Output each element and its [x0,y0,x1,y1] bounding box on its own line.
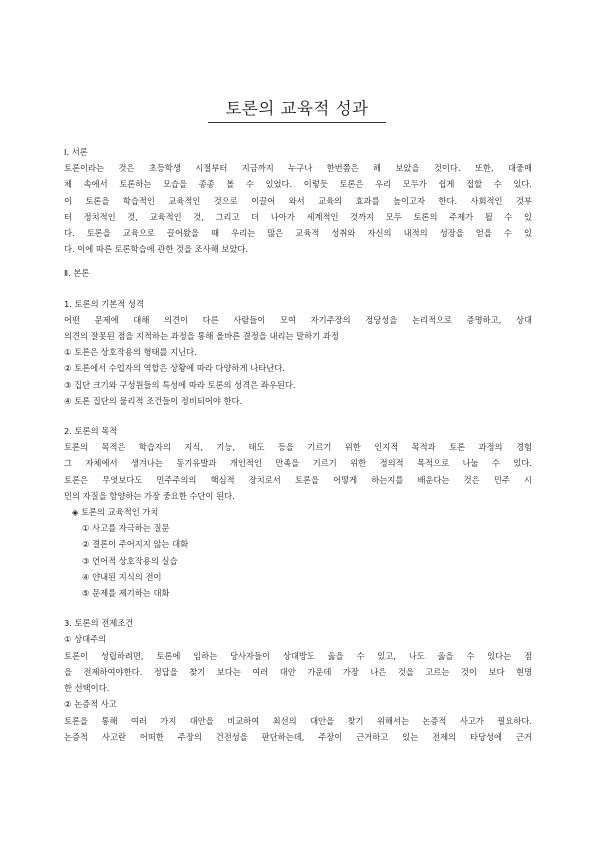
list-item: ① 토론은 상호작용의 형태를 지닌다. [64,347,197,358]
value-item: ① 사고를 자극하는 질문 [82,523,170,534]
title-block [208,98,386,123]
value-item: ③ 언어적 상호작용의 실습 [82,555,178,566]
intro-line: 터 정치적인 것, 교육적인 것, 그리고 더 나아가 세계적인 것까지 모두 토론의 주제가 될 수 있 [64,211,532,222]
sub3-line: 논증적 사고란 어떠한 주장의 건전성을 판단하는데, 주장이 근거하고 있는 전제의 타당성에 근거 [64,731,532,742]
sub3-line: 한 선택이다. [64,683,110,694]
condition-heading-argumentative: ② 논증적 사고 [64,699,117,710]
value-heading: ◈ 토론의 교육적인 가치 [72,507,159,518]
sub3-line: 을 전제하여야한다. 정답을 찾기 보다는 여러 대안 가운데 가장 나은 것을 고르는 것이 보다 현명 [64,666,532,677]
subsection-heading-2: 2. 토론의 목적 [64,426,118,437]
value-item: ⑤ 문제를 제기하는 대화 [82,588,170,599]
subsection-heading-1: 1. 토론의 기본적 성격 [64,298,144,309]
document-body [64,144,532,745]
sub1-line: 의견의 잘못된 점을 지적하는 과정을 통해 올바른 결정을 내리는 말하기 과정 [64,331,339,342]
section-heading-body: Ⅱ. 본론 [64,268,90,279]
title-underline [208,122,386,123]
page-title: 토론의 교육적 성과 [225,99,369,118]
value-item: ④ 얀내된 지식의 전이 [82,571,162,582]
list-item: ③ 집단 크기와 구성원들의 특성에 따라 토론의 성격은 좌우된다. [64,379,296,390]
value-item: ② 결론이 주어지지 않는 대화 [82,539,189,550]
intro-line: 토론이라는 것은 초등학생 시절부터 지금까지 누구나 한번쯤은 해 보았을 것이다. 또한, 대중매 [64,163,532,174]
subsection-heading-3: 3. 토론의 전제조건 [64,618,134,629]
intro-line: 체 속에서 토론하는 모습을 종종 볼 수 있었다. 이렇듯 토론은 우리 모두가 쉽게 접할 수 있다. [64,179,532,190]
sub2-line: 토론은 무엇보다도 민주주의의 핵심적 장치로서 토론을 어떻게 하는지를 배운다는 것은 민주 시 [64,474,532,485]
intro-line: 다. 토론을 교육으로 끌어왔을 때 우리는 많은 교육적 성취와 자신의 내적의 성장을 얻을 수 있 [64,228,532,239]
sub2-line: 그 자체에서 생겨나는 동기유발과 개인적인 만족을 기르기 위한 정의적 목적으로 나눌 수 있다. [64,458,532,469]
sub2-line: 민의 자질을 함양하는 가장 중요한 수단이 된다. [64,490,235,501]
list-item: ④ 토론 집단의 물리적 조건들이 정비되어야 한다. [64,395,243,406]
list-item: ② 토론에서 수업자의 역할은 상황에 따라 다양하게 나타난다. [64,363,285,374]
section-heading-intro: Ⅰ. 서론 [64,147,88,157]
sub3-line: 토론을 통해 여러 가지 대안을 비교하여 최선의 대안을 찾기 위해서는 논증적 사고가 필요하다. [64,715,532,726]
intro-line: 이 토론을 학습적인 교육적인 것으로 이끌어 와서 교육의 효과를 높이고자 한다. 사회적인 것부 [64,195,532,206]
condition-heading-relativism: ① 상대주의 [64,634,107,645]
sub1-line: 어떤 문제에 대해 의견이 다른 사람들이 모여 자기주장의 정당성을 논리적으로 증명하고, 상대 [64,314,532,325]
sub3-line: 토론이 성립하려면, 토론에 임하는 당사자들이 상대방도 옳을 수 있고, 나도 옳을 수 있다는 점 [64,650,532,661]
sub2-line: 토론의 목적은 학습자의 지식, 기능, 태도 등을 기르기 위한 인지적 목적과 토론 과정의 경험 [64,442,532,453]
intro-line: 다. 이에 따른 토론학습에 관한 것을 조사해 보았다. [64,244,249,255]
